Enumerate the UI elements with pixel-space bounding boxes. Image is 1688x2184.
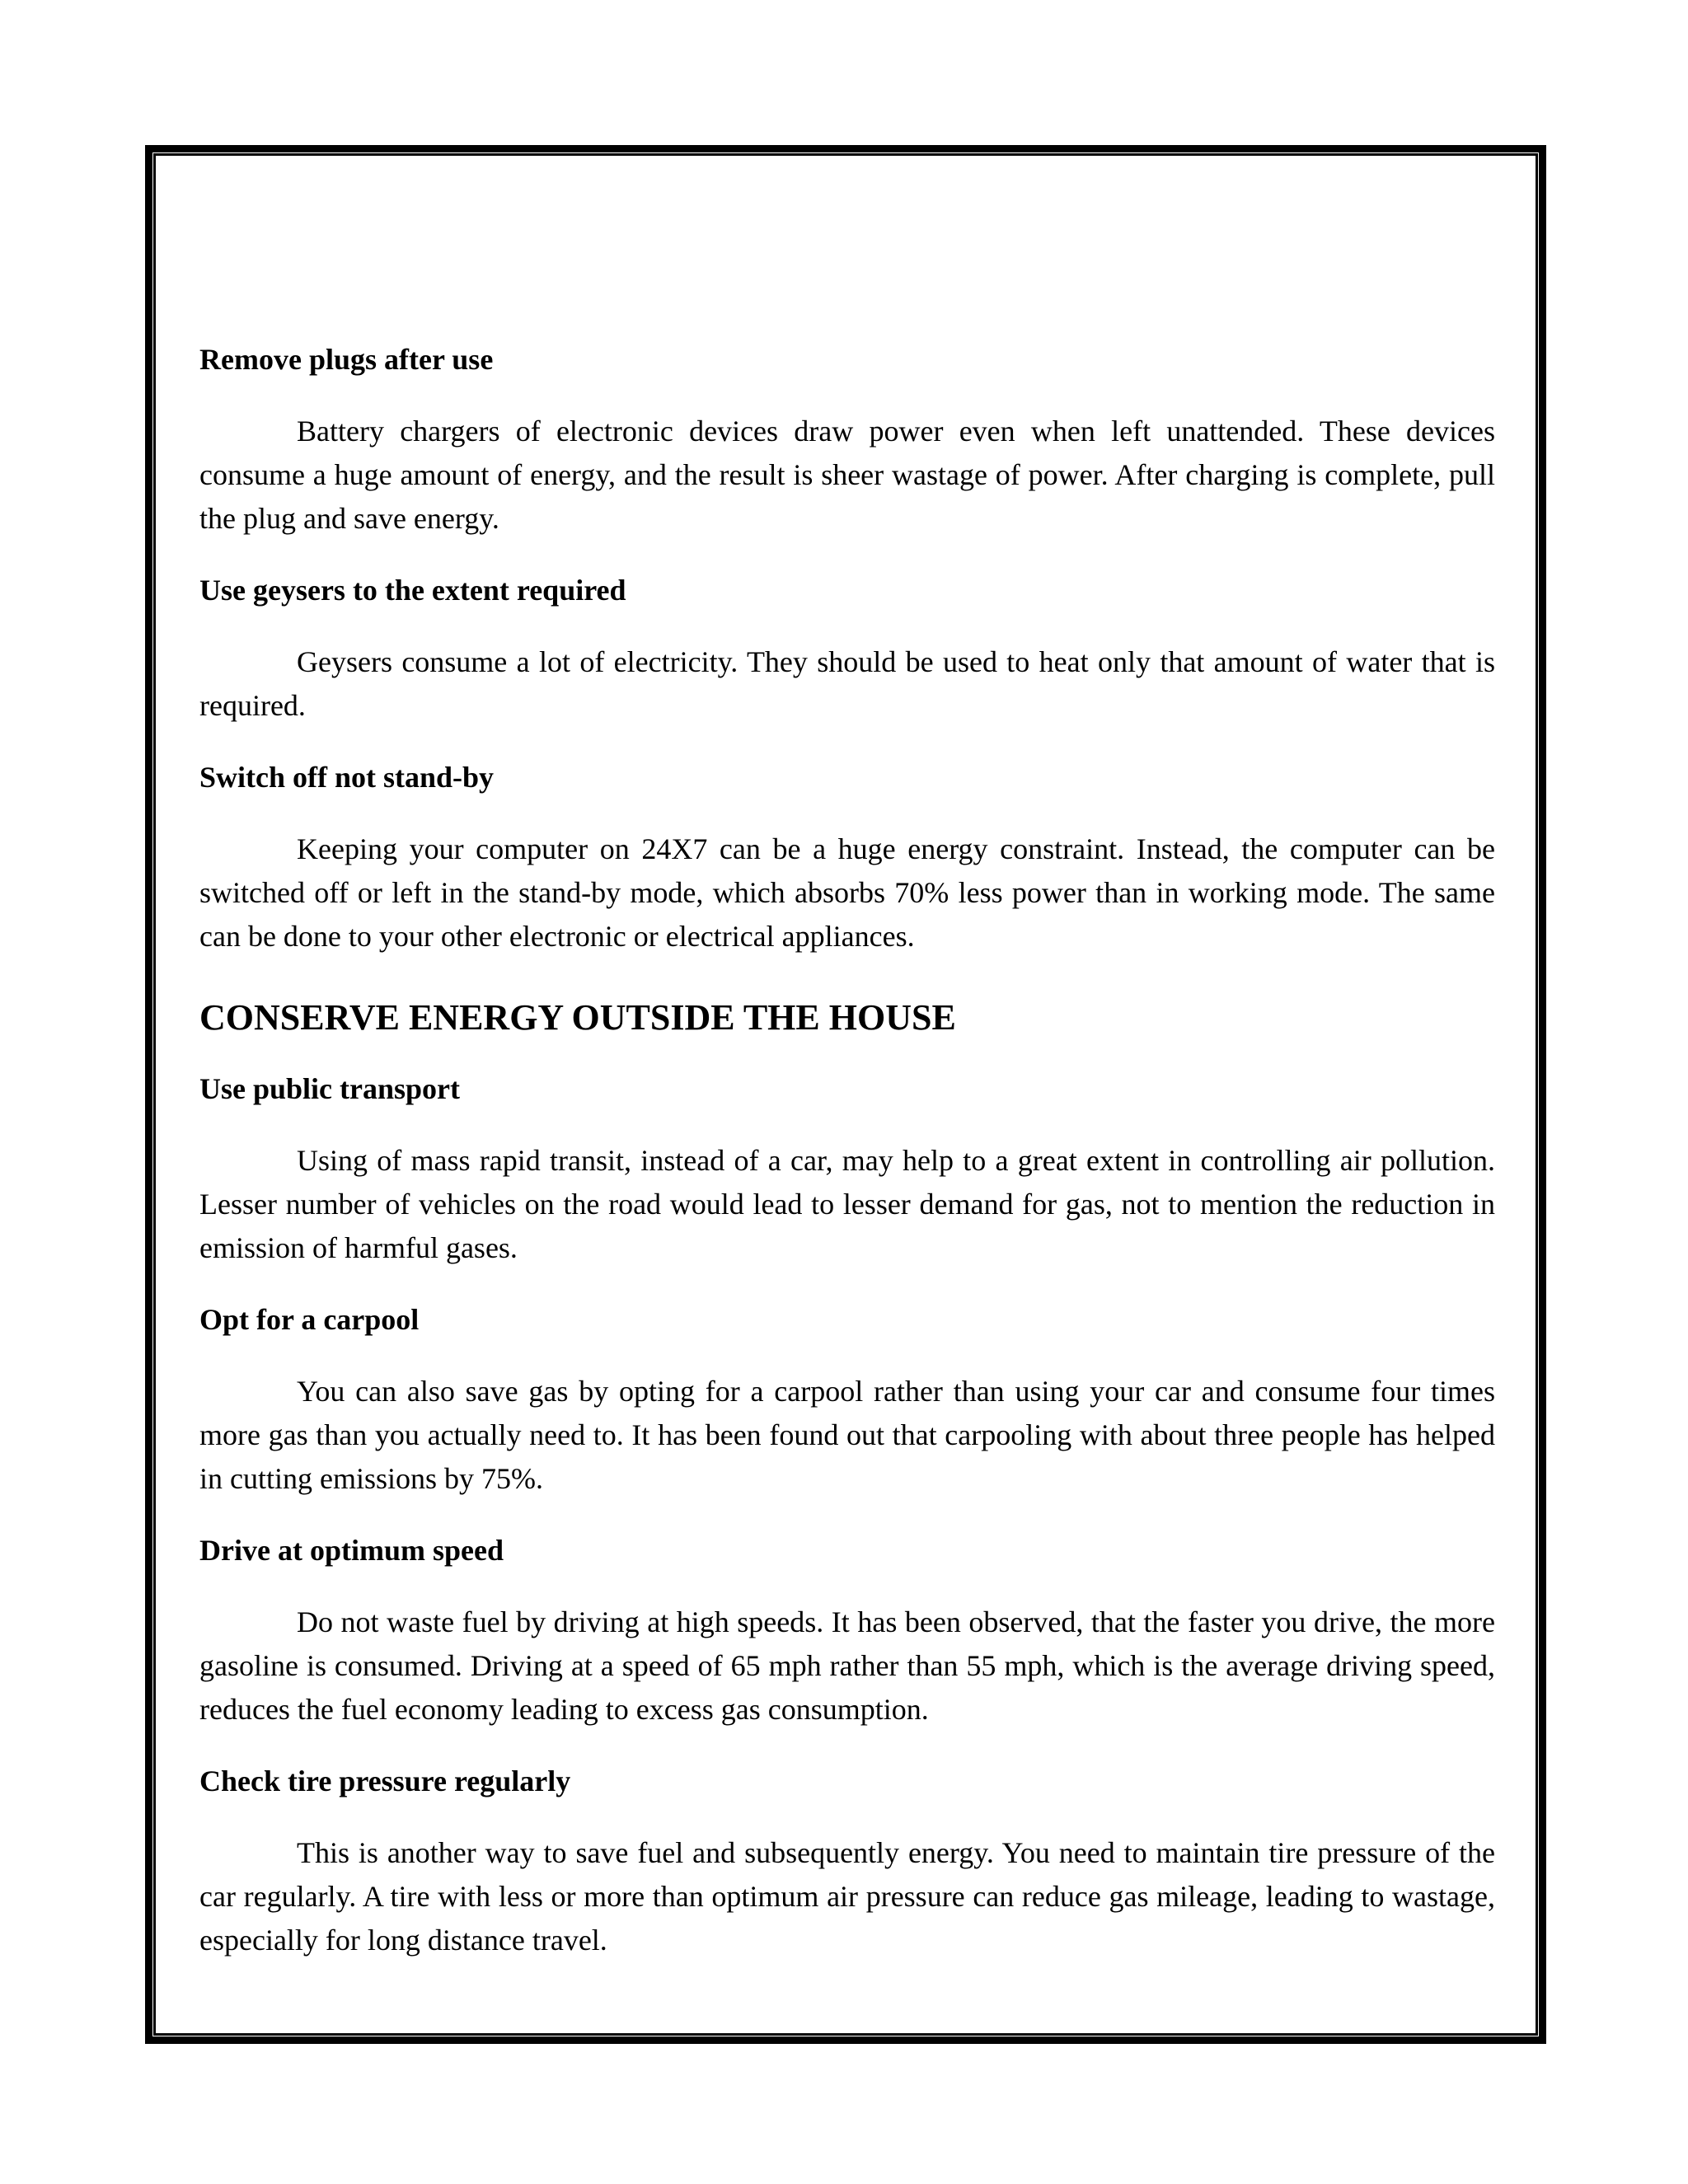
- paragraph-tire-pressure: This is another way to save fuel and subsequently energy. You need to maintain tire pressure of the car regularly. A tire with less or more than optimum air pressure can reduce gas mileage, leading to wastage, especially for long distance travel.: [199, 1836, 1495, 1957]
- paragraph-switch-off: Keeping your computer on 24X7 can be a huge energy constraint. Instead, the computer can be switched off or left in the stand-by mode, which absorbs 70% less power than in working mode. The same can be done to your other electronic or electrical appliances.: [199, 832, 1495, 953]
- paragraph-carpool: You can also save gas by opting for a carpool rather than using your car and consume four times more gas than you actually need to. It has been found out that carpooling with about three people has helped in cutting emissions by 75%.: [199, 1375, 1495, 1495]
- paragraph-public-transport: Using of mass rapid transit, instead of a car, may help to a great extent in controlling air pollution. Lesser number of vehicles on the road would lead to lesser demand for gas, not to mention the reduction in emission of harmful gases.: [199, 1144, 1495, 1264]
- section-title-outside-house: CONSERVE ENERGY OUTSIDE THE HOUSE: [199, 997, 956, 1038]
- heading-public-transport: Use public transport: [199, 1072, 461, 1105]
- heading-tire-pressure: Check tire pressure regularly: [199, 1765, 571, 1797]
- heading-optimum-speed: Drive at optimum speed: [199, 1534, 504, 1567]
- heading-use-geysers: Use geysers to the extent required: [199, 574, 626, 607]
- paragraph-optimum-speed: Do not waste fuel by driving at high speeds. It has been observed, that the faster you drive, the more gasoline is consumed. Driving at a speed of 65 mph rather than 55 mph, which is the average driving speed, reduces the fuel economy leading to excess gas consumption.: [199, 1605, 1495, 1726]
- paragraph-remove-plugs: Battery chargers of electronic devices draw power even when left unattended. These devices consume a huge amount of energy, and the result is sheer wastage of power. After charging is complete, pull the plug and save energy.: [199, 415, 1495, 535]
- heading-remove-plugs: Remove plugs after use: [199, 343, 494, 376]
- document-body: [199, 338, 1495, 1990]
- heading-switch-off: Switch off not stand-by: [199, 761, 495, 794]
- paragraph-use-geysers: Geysers consume a lot of electricity. They should be used to heat only that amount of water that is required.: [199, 645, 1495, 722]
- heading-carpool: Opt for a carpool: [199, 1303, 420, 1336]
